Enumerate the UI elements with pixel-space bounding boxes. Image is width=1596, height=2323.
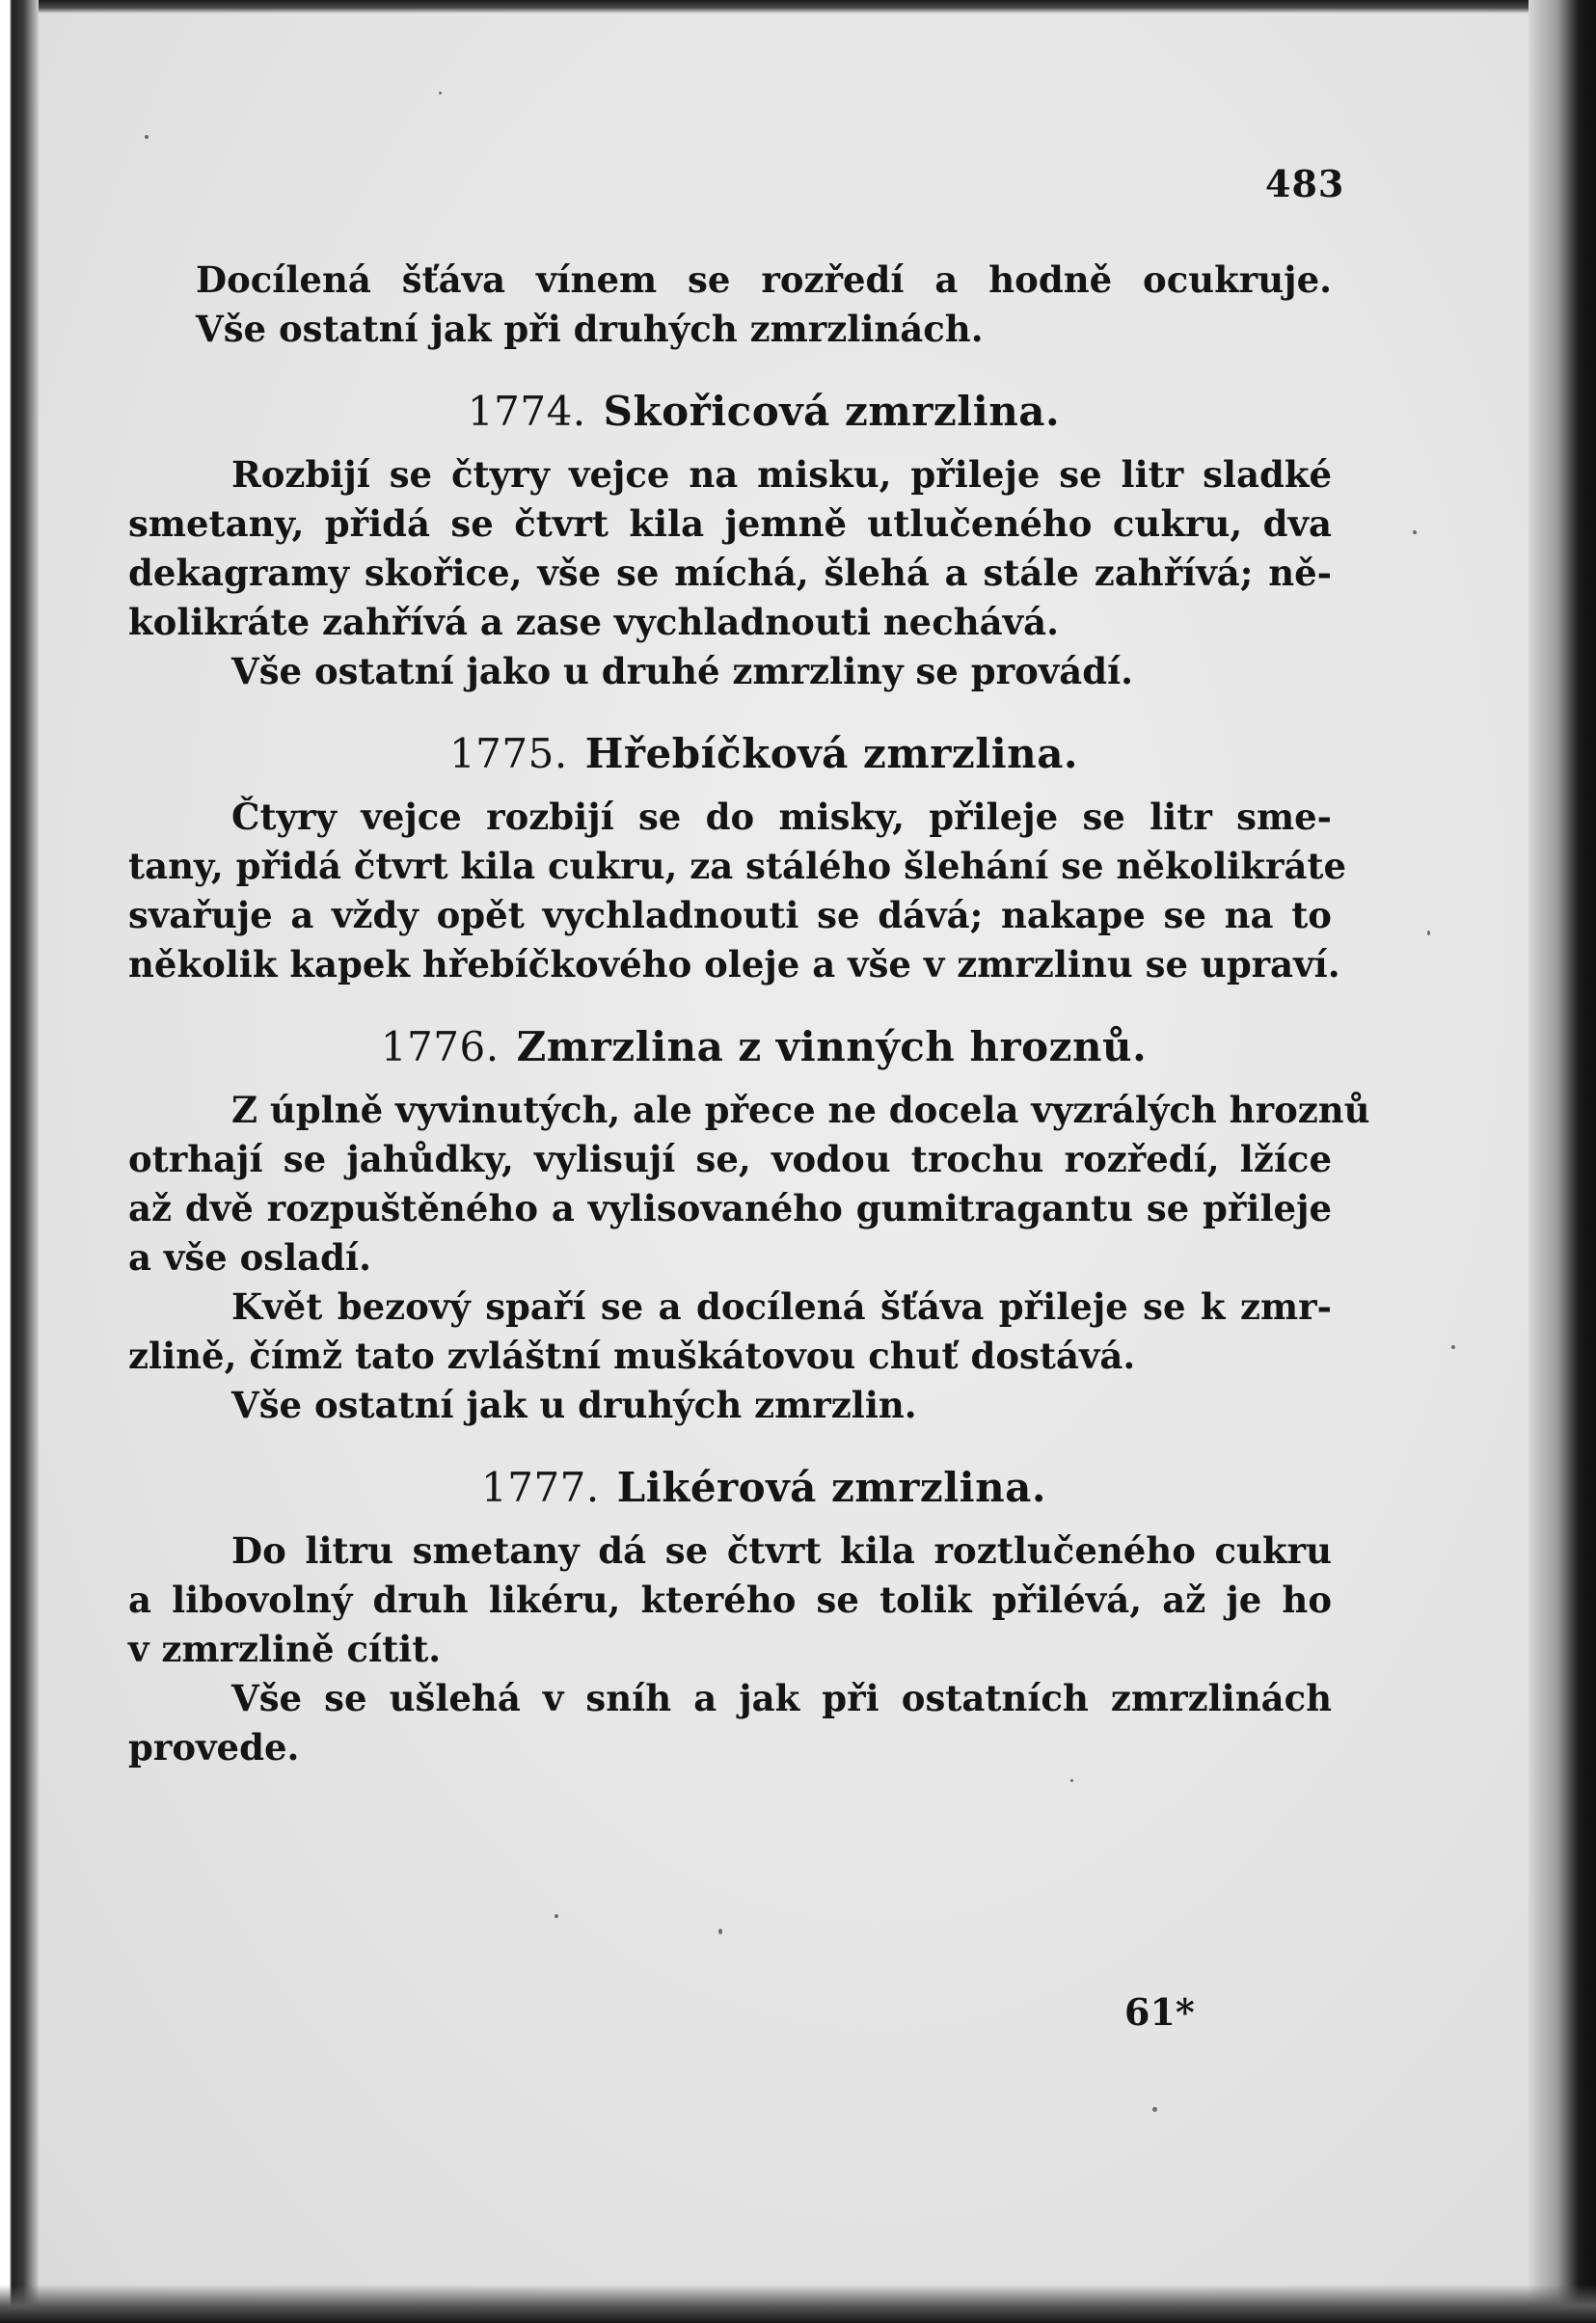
recipe-title: Zmrzlina z vinných hroznů. [516, 1023, 1148, 1070]
recipe-paragraph [128, 1086, 1370, 1283]
recipe-title: Likérová zmrzlina. [616, 1464, 1046, 1511]
text-line: Vše ostatní jako u druhé zmrzliny se provádí. [231, 650, 1134, 692]
page-left-edge [0, 0, 39, 2323]
recipe-paragraph [128, 450, 1332, 647]
text-line: kolikráte zahřívá a zase vychladnouti nechává. [128, 601, 1059, 643]
recipe-paragraph [128, 1381, 1332, 1430]
text-line: a libovolný druh likéru, kterého se tolik přilévá, až je ho [128, 1579, 1332, 1621]
intro-paragraph [196, 256, 1332, 354]
text-line: Vše se ušlehá v sníh a jak při ostatních zmrzlinách [231, 1677, 1332, 1719]
text-line: Vše ostatní jak u druhých zmrzlin. [231, 1384, 917, 1426]
recipe-number: 1774. [467, 388, 586, 435]
text-line: Docílená šťáva vínem se rozředí a hodně ocukruje. [196, 258, 1332, 301]
paper-speck [1413, 530, 1417, 534]
text-line: Do litru smetany dá se čtvrt kila roztlučeného cukru [231, 1529, 1332, 1572]
text-line: Rozbijí se čtyry vejce na misku, přileje se litr sladké [231, 453, 1332, 496]
recipe-heading [196, 725, 1332, 783]
paper-speck [1451, 1345, 1455, 1349]
text-line: v zmrzlině cítit. [128, 1628, 442, 1670]
recipe-heading [196, 1018, 1332, 1076]
signature-mark: 61* [1124, 1990, 1195, 2034]
recipe-paragraph [128, 1526, 1332, 1674]
paper-speck [1152, 2107, 1157, 2112]
page-bottom-edge [0, 2284, 1596, 2323]
text-line: dekagramy skořice, vše se míchá, šlehá a stále zahřívá; ně- [128, 552, 1332, 594]
paper-speck [439, 92, 442, 95]
paper-speck [718, 1929, 722, 1934]
page-right-edge [1528, 0, 1596, 2323]
recipe-paragraph [128, 1283, 1332, 1381]
recipe-number: 1775. [448, 730, 568, 777]
text-line: několik kapek hřebíčkového oleje a vše v zmrzlinu se upraví. [128, 943, 1340, 986]
recipe-title: Hřebíčková zmrzlina. [584, 730, 1079, 777]
page-top-edge [0, 0, 1596, 14]
recipe-heading [196, 383, 1332, 441]
recipe-heading [196, 1459, 1332, 1517]
recipe-paragraph [128, 1674, 1332, 1772]
text-line: Čtyry vejce rozbijí se do misky, přileje se litr sme- [231, 796, 1332, 838]
recipe-paragraph [128, 793, 1347, 989]
page-number: 483 [1265, 162, 1345, 205]
paper-speck [555, 1914, 558, 1918]
recipe-number: 1776. [380, 1023, 500, 1070]
text-line: tany, přidá čtvrt kila cukru, za stálého šlehání se několikráte [128, 845, 1347, 887]
text-line: smetany, přidá se čtvrt kila jemně utlučeného cukru, dva [128, 502, 1332, 545]
text-line: až dvě rozpuštěného a vylisovaného gumitragantu se přileje [128, 1187, 1332, 1229]
paper-speck [145, 135, 149, 139]
recipe-number: 1777. [481, 1464, 600, 1511]
paper-speck [1427, 931, 1430, 935]
recipe-title: Skořicová zmrzlina. [603, 388, 1061, 435]
text-line: a vše osladí. [128, 1236, 371, 1279]
text-line: otrhají se jahůdky, vylisují se, vodou trochu rozředí, lžíce [128, 1138, 1332, 1180]
text-line: Vše ostatní jak při druhých zmrzlinách. [196, 308, 984, 350]
text-line: Květ bezový spaří se a docílená šťáva přileje se k zmr- [231, 1285, 1332, 1328]
page-text [128, 256, 1370, 1772]
text-line: provede. [128, 1726, 300, 1769]
paper-speck [1070, 1779, 1073, 1782]
recipe-paragraph [128, 647, 1332, 696]
text-line: svařuje a vždy opět vychladnouti se dává; nakape se na to [128, 894, 1332, 936]
text-line: zlině, čímž tato zvláštní muškátovou chuť dostává. [128, 1335, 1136, 1377]
text-line: Z úplně vyvinutých, ale přece ne docela vyzrálých hroznů [231, 1089, 1370, 1131]
